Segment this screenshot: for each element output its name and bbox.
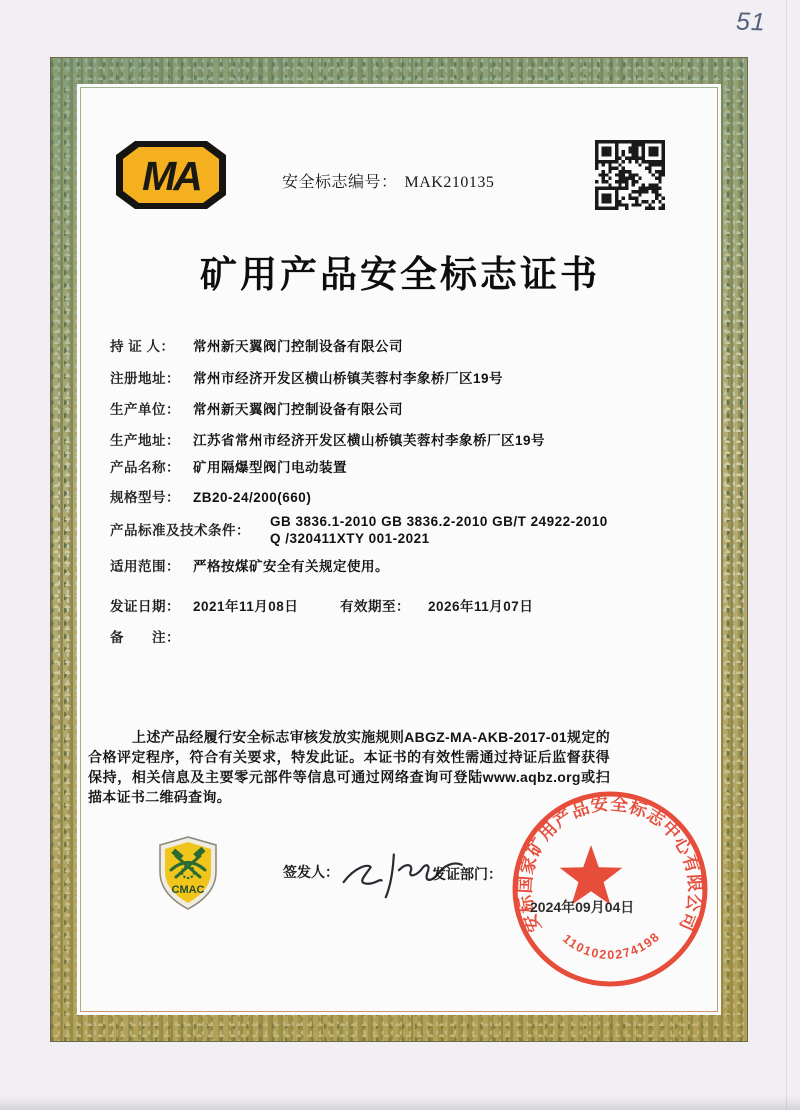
field-label: 产品名称： [110, 460, 180, 475]
stamp-serial-number: 1101020274198 [560, 929, 663, 963]
statement-paragraph: 上述产品经履行安全标志审核发放实施规则ABGZ-MA-AKB-2017-01规定的合格评定程序，符合有关要求，特发此证。本证书的有效性需通过持证后监督获得保持，相关信息及主要零元部件等信息可通过网络查询可登陆www.aqbz.org或扫描本证书二维码查询。 [88, 729, 610, 805]
safety-mark-number-value: MAK210135 [404, 174, 495, 191]
field-value: 常州新天翼阀门控制设备有限公司 [193, 339, 403, 354]
ma-logo-text: MA [142, 153, 200, 199]
field-label: 注册地址： [110, 371, 180, 386]
cmac-badge-text: CMAC [171, 884, 205, 896]
field-value: 常州市经济开发区横山桥镇芙蓉村李象桥厂区19号 [193, 371, 504, 386]
scan-edge-line [786, 0, 787, 1110]
valid-until-label: 有效期至： [340, 599, 410, 614]
scan-bottom-shadow [0, 1096, 800, 1110]
ma-logo [115, 140, 227, 210]
field-value: 严格按煤矿安全有关规定使用。 [193, 559, 389, 574]
certificate-title: 矿用产品安全标志证书 [200, 254, 600, 295]
safety-mark-number-label: 安全标志编号： [282, 174, 398, 191]
field-row-product-name [110, 459, 685, 476]
remark-label: 备 注： [110, 630, 180, 645]
issue-date-value: 2021年11月08日 [193, 599, 299, 614]
field-value: 江苏省常州市经济开发区横山桥镇芙蓉村李象桥厂区19号 [193, 433, 546, 448]
field-value: 常州新天翼阀门控制设备有限公司 [193, 402, 403, 417]
dates-row [110, 595, 670, 613]
qr-code [595, 139, 665, 211]
issuing-department-label: 发证部门： [432, 866, 502, 882]
field-row-standards [110, 513, 685, 547]
safety-mark-number [282, 169, 494, 192]
field-row-scope [110, 558, 685, 575]
stamp-organization-text: 安标国家矿用产品安全标志中心有限公司 [514, 793, 706, 936]
remark-row [110, 629, 685, 646]
official-red-stamp [506, 788, 714, 993]
valid-until-value: 2026年11月07日 [428, 599, 534, 614]
field-label: 规格型号： [110, 490, 180, 505]
field-label: 产品标准及技术条件： [110, 523, 250, 538]
field-label: 生产地址： [110, 433, 180, 448]
field-label: 持 证 人： [110, 339, 175, 354]
field-row-manufacturer [110, 401, 685, 418]
cmac-badge [157, 836, 219, 911]
field-value: ZB20-24/200(660) [193, 490, 312, 505]
issue-date-label: 发证日期： [110, 599, 180, 614]
field-row-production-address [110, 432, 685, 449]
field-label: 适用范围： [110, 559, 180, 574]
field-row-registered-address [110, 370, 685, 387]
field-label: 生产单位： [110, 402, 180, 417]
field-row-holder [110, 338, 685, 355]
handwritten-page-number: 51 [735, 7, 767, 37]
stamp-star-icon [560, 845, 623, 905]
field-row-model [110, 489, 685, 506]
field-value: GB 3836.1-2010 GB 3836.2-2010 GB/T 24922-2010 Q /320411XTY 001-2021 [270, 514, 608, 546]
signer-label: 签发人： [283, 864, 339, 880]
field-value: 矿用隔爆型阀门电动装置 [193, 460, 347, 475]
qr-code-graphic [595, 139, 665, 211]
stamp-date: 2024年09月04日 [530, 899, 635, 915]
